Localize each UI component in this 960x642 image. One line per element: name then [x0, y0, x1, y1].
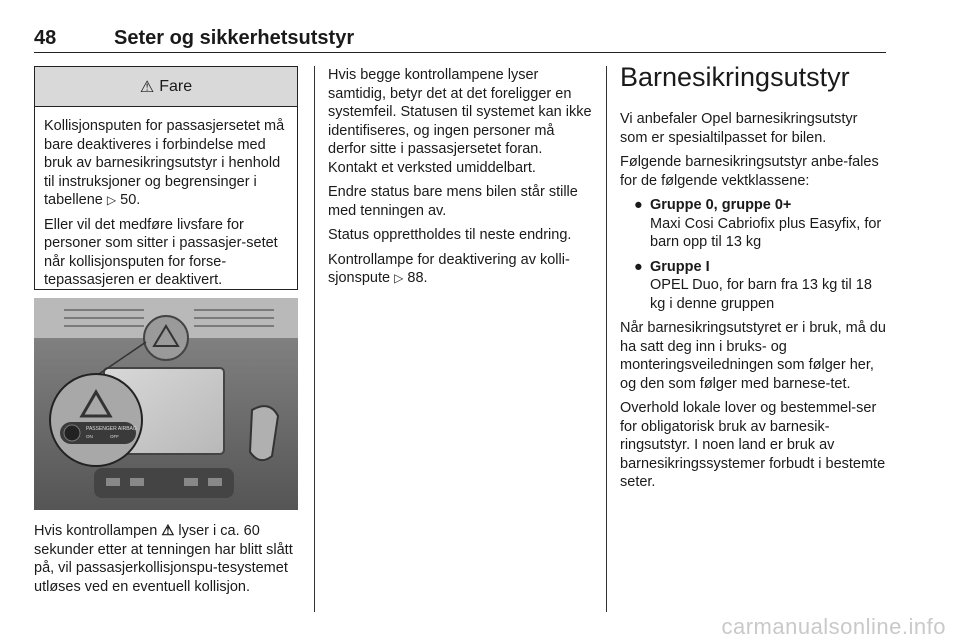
page-header	[34, 27, 886, 53]
left-column-text	[34, 522, 300, 602]
middle-column-text	[328, 66, 594, 294]
middle-paragraph: Status opprettholdes til neste endring.	[328, 227, 572, 243]
column-divider-left	[314, 66, 315, 612]
warning-triangle-icon: ⚠	[139, 78, 155, 96]
middle-paragraph: Hvis begge kontrollampene lyser samtidig, betyr det at det foreligger en systemfeil. Statusen til systemet kan ikke identifiseres, og ingen personer må derfor sitte i passasjersetet foran. Kontakt et verksted umiddelbart.	[328, 67, 592, 176]
right-column-text	[620, 110, 888, 498]
warning-paragraph: Kollisjonsputen for passasjersetet må bare deaktiveres i forbindelse med bruk av barnesikringsutstyr i henhold til instruksjoner og begrensinger i tabellene ▷ 50.	[44, 118, 285, 208]
passenger-airbag-icon: ⚠	[161, 523, 175, 539]
figure-panel-label: PASSENGER AIRBAG	[86, 426, 137, 432]
outro-paragraph: Når barnesikringsutstyret er i bruk, må du ha satt deg inn i bruks- og monteringsveiledningen som følger her, og den som følger med barnese-tet.	[620, 320, 886, 392]
page-ref-arrow-icon: ▷	[106, 193, 117, 207]
airbag-indicator-paragraph: Hvis kontrollampen ⚠ lyser i ca. 60 sekunder etter at tenningen har blitt slått på, vil passasjerkollisjonspu-tesystemet utløses ved en eventuell kollisjon.	[34, 523, 293, 595]
intro-paragraph: Vi anbefaler Opel barnesikringsutstyr som er spesialtilpasset for bilen.	[620, 111, 858, 146]
warning-box	[34, 66, 298, 290]
warning-body	[35, 107, 297, 290]
intro-paragraph: Følgende barnesikringsutstyr anbe-fales for de følgende vektklassene:	[620, 154, 879, 189]
page-ref-arrow-icon: ▷	[394, 271, 404, 285]
page-number: 48	[34, 27, 57, 49]
middle-reference: Kontrollampe for deaktivering av kolli-sjonspute ▷ 88.	[328, 251, 570, 286]
page-title: Seter og sikkerhetsutstyr	[114, 27, 355, 49]
section-heading: Barnesikringsutstyr	[620, 62, 850, 92]
watermark: carmanualsonline.info	[721, 614, 946, 639]
figure-on-label: ON	[86, 434, 93, 439]
bullet-icon: ●	[634, 258, 643, 275]
warning-label: Fare	[159, 77, 193, 95]
figure-off-label: OFF	[110, 434, 119, 439]
middle-paragraph: Endre status bare mens bilen står stille med tenningen av.	[328, 184, 578, 219]
outro-paragraph: Overhold lokale lover og bestemmel-ser for obligatorisk bruk av barnesik-ringsutstyr. I noen land er bruk av barnesikringssystemer forbudt i bestemte seter.	[620, 400, 886, 490]
dashboard-illustration	[34, 298, 298, 510]
list-item: ● Gruppe 0, gruppe 0+ Maxi Cosi Cabriofix plus Easyfix, for barn opp til 13 kg	[634, 197, 882, 250]
bullet-icon: ●	[634, 197, 643, 213]
dashboard-photo	[34, 298, 298, 510]
list-item: ● Gruppe I OPEL Duo, for barn fra 13 kg til 18 kg i denne gruppen	[634, 258, 872, 312]
warning-paragraph: Eller vil det medføre livsfare for personer som sitter i passasjer-setet når kollisjonsputen for forse-tepassasjeren er deaktivert.	[44, 216, 278, 288]
warning-header	[35, 67, 297, 107]
column-divider-right	[606, 66, 607, 612]
